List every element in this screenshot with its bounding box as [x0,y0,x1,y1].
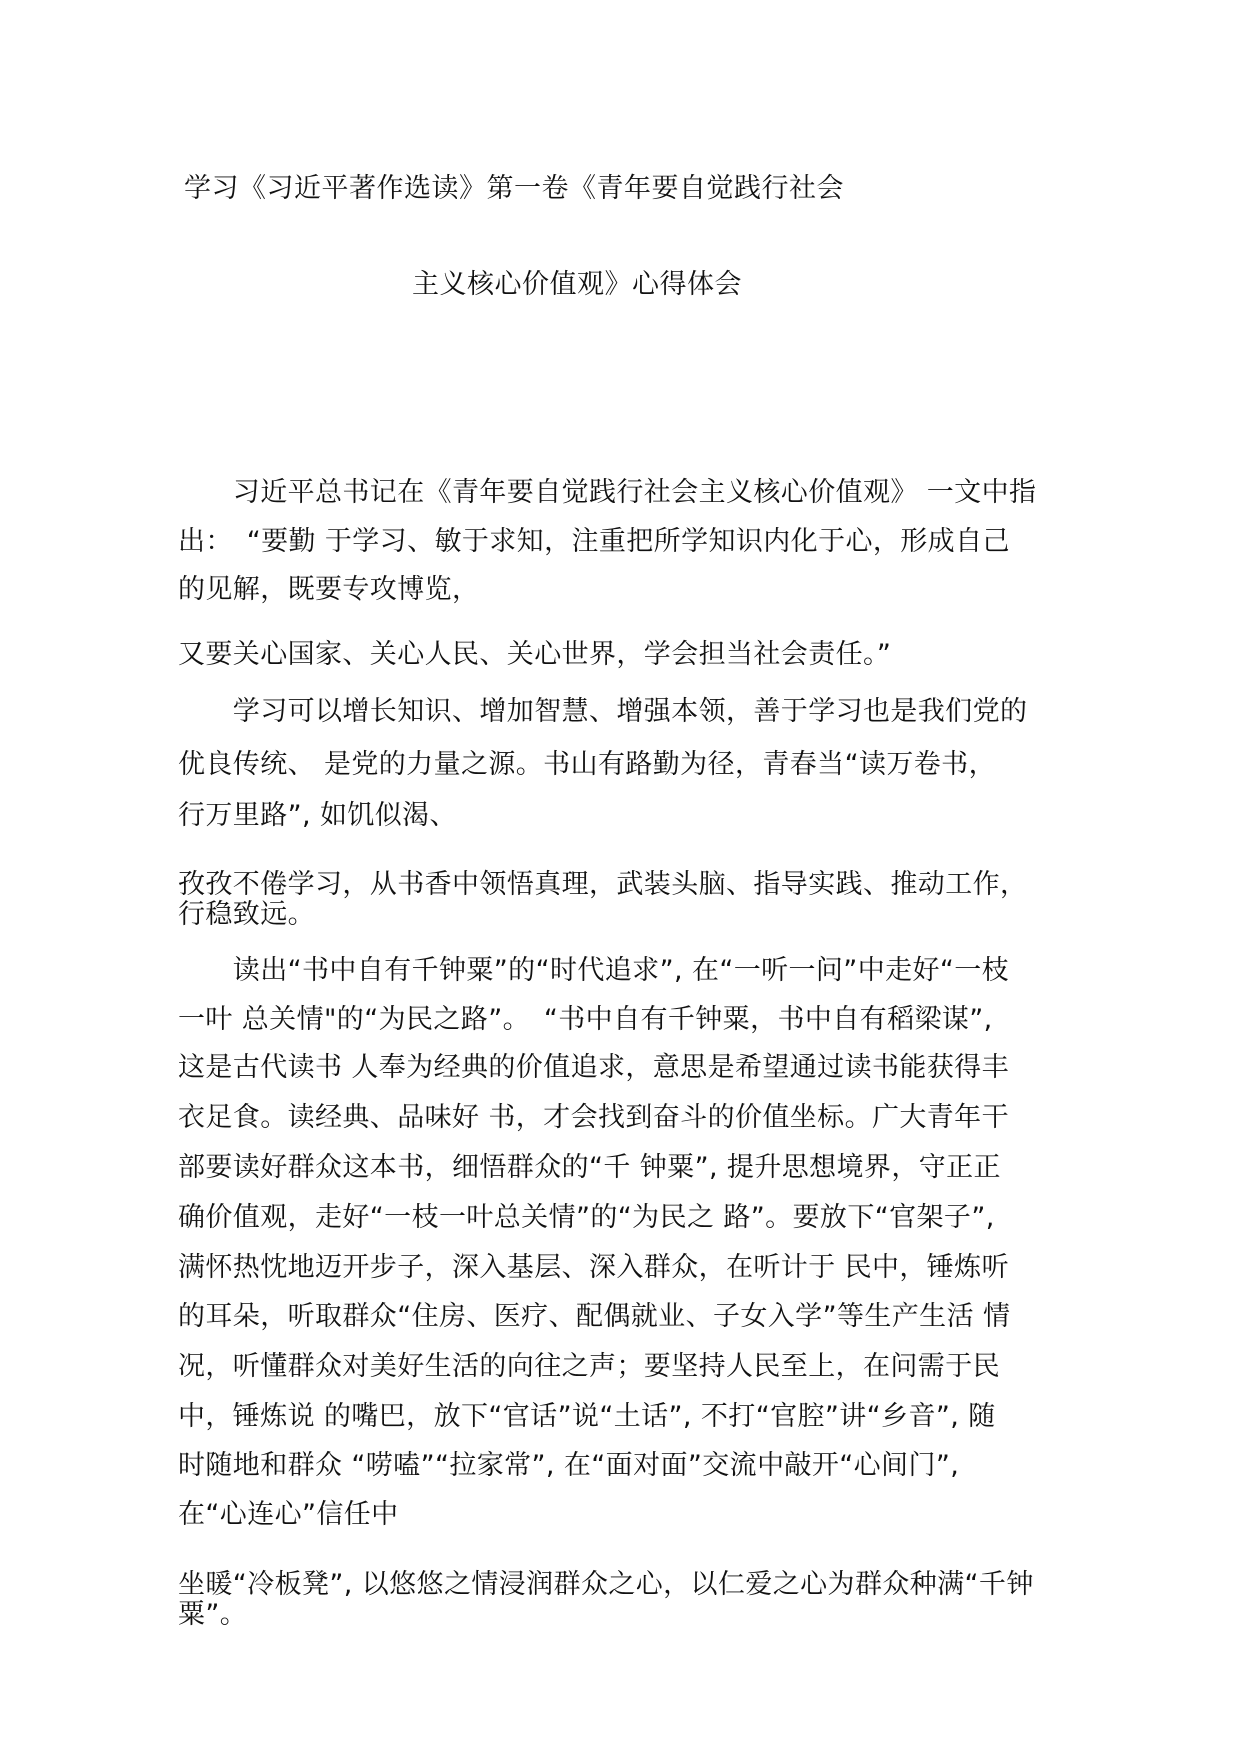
body-line: 读出“书中自有千钟粟”的“时代追求”, 在“一听一问”中走好“一枝 [178,955,1010,986]
body-line: 况，听懂群众对美好生活的向往之声；要坚持人民至上，在问需于民 [178,1351,1000,1382]
body-line: 学习可以增长知识、增加智慧、增强本领，善于学习也是我们党的 [178,696,1028,727]
document-title-line-2: 主义核心价值观》心得体会 [412,269,742,300]
body-line: 的见解，既要专攻博览， [178,574,480,605]
body-line: 孜孜不倦学习，从书香中领悟真理，武装头脑、指导实践、推动工作， [178,869,1028,900]
body-line: 这是古代读书 人奉为经典的价值追求，意思是希望通过读书能获得丰 [178,1052,1009,1083]
body-line: 衣足食。读经典、品味好 书，才会找到奋斗的价值坐标。广大青年干 [178,1102,1009,1133]
body-line: 行稳致远。 [178,899,315,930]
body-line: 中，锤炼说 的嘴巴，放下“官话”说“土话”, 不打“官腔”讲“乡音”, 随 [178,1401,996,1432]
body-line: 在“心连心”信任中 [178,1499,399,1530]
body-line: 出： “要勤 于学习、敏于求知，注重把所学知识内化于心，形成自己 [178,526,1010,557]
body-line: 优良传统、 是党的力量之源。书山有路勤为径，青春当“读万卷书， [178,749,996,780]
body-line: 满怀热忱地迈开步子，深入基层、深入群众，在听计于 民中，锤炼听 [178,1252,1009,1283]
body-line: 行万里路”, 如饥似渴、 [178,800,457,831]
body-line: 粟”。 [178,1599,248,1630]
body-line: 时随地和群众 “唠嗑”“拉家常”, 在“面对面”交流中敲开“心间门”, [178,1450,960,1481]
body-line: 部要读好群众这本书，细悟群众的“千 钟粟”, 提升思想境界，守正正 [178,1152,1001,1183]
body-line: 一叶 总关情"的“为民之路”。 “书中自有千钟粟，书中自有稻梁谋”, [178,1004,993,1035]
body-line: 习近平总书记在《青年要自觉践行社会主义核心价值观》 一文中指 [178,477,1037,508]
body-line: 坐暖“冷板凳”, 以悠悠之情浸润群众之心，以仁爱之心为群众种满“千钟 [178,1569,1034,1600]
body-line: 的耳朵，听取群众“住房、医疗、配偶就业、子女入学”等生产生活 情 [178,1301,1011,1332]
body-line: 确价值观，走好“一枝一叶总关情”的“为民之 路”。要放下“官架子”, [178,1202,995,1233]
body-line: 又要关心国家、关心人民、关心世界，学会担当社会责任。” [178,639,892,670]
document-title-line-1: 学习《习近平著作选读》第一卷《青年要自觉践行社会 [184,173,844,204]
